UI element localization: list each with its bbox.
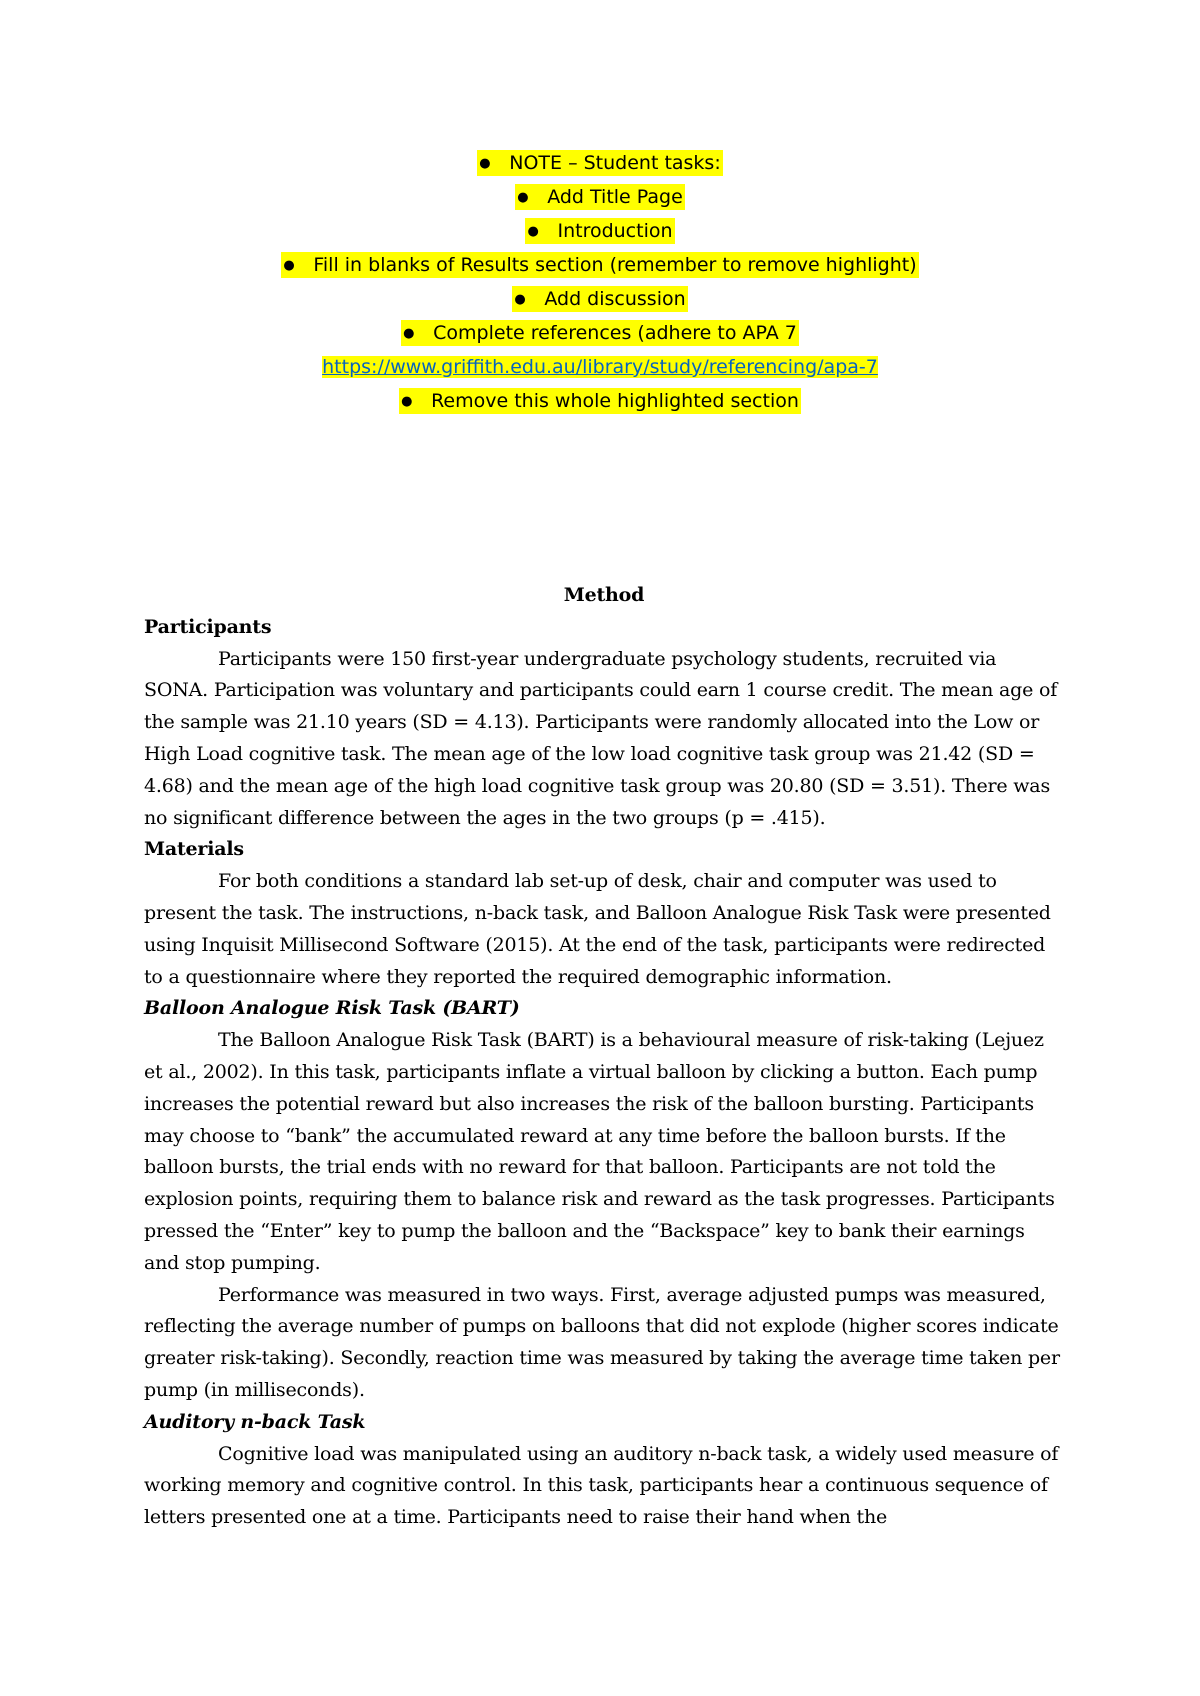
nback-paragraph: Cognitive load was manipulated using an auditory n-back task, a widely used measure of working memory and cognitive control. In this task, participants hear a continuous sequence of letters presented one at a time. Participants need to raise their hand when the (144, 1442, 1059, 1529)
participants-heading: Participants (144, 615, 272, 638)
bullet-icon (403, 316, 433, 351)
bullet-icon (527, 214, 557, 249)
bullet-icon (514, 282, 544, 317)
note-text: Add Title Page (547, 186, 683, 208)
bullet-icon (479, 146, 509, 181)
note-text: NOTE – Student tasks: (509, 152, 721, 174)
note-text: Fill in blanks of Results section (remember to remove highlight) (313, 254, 917, 276)
materials-paragraph: For both conditions a standard lab set-up of desk, chair and computer was used to present the task. The instructions, n-back task, and Balloon Analogue Risk Task were presented using Inquisit Millisecond Software (2015). At the end of the task, participants were redirected to a questionnaire where they reported the required demographic information. (144, 870, 1051, 988)
materials-heading: Materials (144, 838, 244, 861)
participants-paragraph: Participants were 150 first-year undergraduate psychology students, recruited via SONA. Participation was voluntary and participants could earn 1 course credit. The mean age of the sample was 21.10 years (SD = 4.13). Participants were randomly allocated into the Low or High Load cognitive task. The mean age of the low load cognitive task group was 21.42 (SD = 4.68) and the mean age of the high load cognitive task group was 20.80 (SD = 3.51). There was no significant difference between the ages in the two groups (p = .415). (144, 647, 1058, 829)
method-heading: Method (563, 584, 645, 606)
note-text: Complete references (adhere to APA 7 (433, 322, 797, 344)
nback-heading: Auditory n-back Task (144, 1410, 366, 1433)
method-section (144, 580, 1064, 1534)
note-item (0, 146, 1200, 180)
note-item (0, 316, 1200, 350)
note-item (0, 214, 1200, 248)
bullet-icon (401, 384, 431, 419)
student-notes (0, 146, 1200, 418)
note-item (0, 384, 1200, 418)
bart-paragraph: The Balloon Analogue Risk Task (BART) is a behavioural measure of risk-taking (Lejuez et al., 2002). In this task, participants inflate a virtual balloon by clicking a button. Each pump increases the potential reward but also increases the risk of the balloon bursting. Participants may choose to “bank” the accumulated reward at any time before the balloon bursts. If the balloon bursts, the trial ends with no reward for that balloon. Participants are not told the explosion points, requiring them to balance risk and reward as the task progresses. Participants pressed the “Enter” key to pump the balloon and the “Backspace” key to bank their earnings and stop pumping. (144, 1029, 1055, 1274)
note-item (0, 180, 1200, 214)
note-item (0, 248, 1200, 282)
bart-performance-paragraph: Performance was measured in two ways. First, average adjusted pumps was measured, reflecting the average number of pumps on balloons that did not explode (higher scores indicate greater risk-taking). Secondly, reaction time was measured by taking the average time taken per pump (in milliseconds). (144, 1283, 1060, 1401)
note-text: Remove this whole highlighted section (431, 390, 799, 412)
bullet-icon (283, 248, 313, 283)
bullet-icon (517, 180, 547, 215)
apa-link-line (0, 350, 1200, 384)
note-item (0, 282, 1200, 316)
apa-reference-link[interactable]: https://www.griffith.edu.au/library/study/referencing/apa-7 (322, 356, 878, 378)
note-text: Introduction (557, 220, 673, 242)
bart-heading: Balloon Analogue Risk Task (BART) (144, 997, 520, 1020)
note-text: Add discussion (544, 288, 686, 310)
